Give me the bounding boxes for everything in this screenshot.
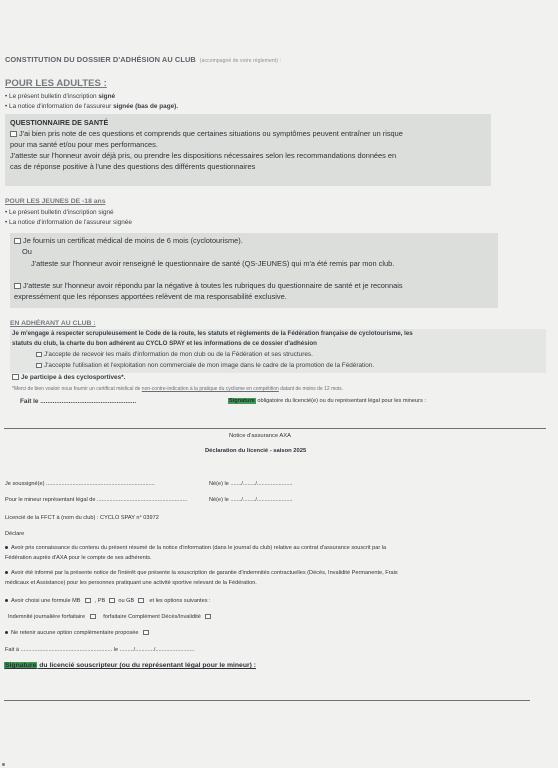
axa-club-line: Licencié de la FFCT à (nom du club) : CYCLO SPAY n° 03972 — [5, 515, 159, 521]
axa-notice-title: Notice d'assurance AXA — [229, 433, 292, 439]
bullet-icon — [5, 599, 8, 602]
axa-bullet-1-cont: Fédération auprès d'AXA pour le compte de ses adhérents. — [5, 555, 152, 561]
bullet-icon — [5, 546, 8, 549]
health-line-1: J'ai bien pris note de ces questions et comprends que certaines situations ou symptômes peuvent entraîner un risque — [10, 129, 403, 140]
health-questionnaire-title: QUESTIONNAIRE DE SANTÉ — [10, 118, 109, 127]
axa-declare-label: Déclare — [5, 531, 25, 537]
health-checkbox[interactable] — [10, 131, 17, 137]
adults-bullet-1: • Le présent bulletin d'inscription signé — [5, 93, 116, 100]
certificate-checkbox[interactable] — [14, 238, 21, 244]
mails-checkbox[interactable] — [36, 352, 42, 357]
membership-line-2: statuts du club, la charte du bon adhérent au CYCLO SPAY et les informations de ce dossier d'adhésion — [12, 340, 317, 347]
formula-mb-checkbox[interactable] — [85, 598, 91, 603]
health-line-3: J'atteste sur l'honneur avoir déjà pris, ou prendre les dispositions nécessaires selon les recommandations données en — [10, 151, 397, 160]
signature-highlight: Signature — [229, 398, 255, 404]
signature-highlight: Signature — [5, 662, 37, 669]
title-note: (accompagné de votre règlement) : — [199, 58, 281, 64]
youth-option-negative-2: expressément que les réponses apportées relèvent de ma responsabilité exclusive. — [14, 292, 287, 301]
youth-option-qs: J'atteste sur l'honneur avoir renseigné le questionnaire de santé (QS-JEUNES) qui m'a été remis par mon club. — [31, 259, 395, 268]
axa-birthdate-1[interactable]: Né(e) le ......./......../....................... — [209, 481, 293, 487]
membership-consent-image: J'accepte l'utilisation et l'exploitation non commerciale de mon image dans le cadre de la promotion de la Fédération. — [36, 362, 374, 369]
adults-heading: POUR LES ADULTES : — [5, 78, 107, 89]
no-option-checkbox[interactable] — [143, 630, 149, 635]
axa-no-option-line: Ne retenir aucune option complémentaire proposée — [5, 630, 151, 636]
indemnite-checkbox[interactable] — [90, 614, 96, 619]
health-line-2: pour ma santé et/ou pour mes performances. — [10, 140, 158, 149]
bullet-icon — [5, 631, 8, 634]
axa-declaration-title: Déclaration du licencié - saison 2025 — [205, 448, 307, 454]
membership-line-1: Je m'engage à respecter scrupuleusement le Code de la route, les statuts et règlements de la Fédération française de cyclotourisme, les — [12, 330, 413, 337]
axa-soussigne-field[interactable]: Je soussigné(e) ...................................................................... — [5, 481, 155, 487]
corner-mark — [2, 763, 5, 766]
youth-or-label: Ou — [22, 247, 32, 256]
axa-options-line: Indemnité journalière forfaitaire forfaitaire Complément Décès/Invalidité — [8, 614, 213, 620]
axa-minor-field[interactable]: Pour le mineur représentant légal de .......................................................... — [5, 497, 188, 503]
membership-date-field[interactable]: Fait le ...................................................... — [20, 398, 137, 405]
membership-signature-line: Signature obligatoire du licencié(e) ou du représentant légal pour les mineurs : — [229, 398, 426, 404]
adults-bullet-2: • La notice d'information de l'assureur signée (bas de page). — [5, 103, 179, 110]
axa-signature-line: Signature du licencié souscripteur (ou du représentant légal pour le mineur) : — [5, 662, 257, 669]
formula-gb-checkbox[interactable] — [138, 598, 144, 603]
formula-pb-checkbox[interactable] — [109, 598, 115, 603]
youth-option-certificate: Je fournis un certificat médical de moins de 6 mois (cyclotourisme). — [14, 236, 243, 247]
axa-formula-line: Avoir choisi une formule MB , PB ou GB et les options suivantes : — [5, 598, 211, 604]
axa-bullet-2: Avoir été informé par la présente notice de l'intérêt que présente la souscription de garantie d'indemnités contractuelles (Décès, Invalidité Permanente, Frais — [5, 570, 398, 576]
axa-birthdate-2[interactable]: Né(e) le ......./......../....................... — [209, 497, 293, 503]
title-text: CONSTITUTION DU DOSSIER D'ADHÉSION AU CLUB — [5, 55, 196, 64]
separator-line — [4, 428, 546, 429]
membership-cyclosportives: Je participe à des cyclosportives*. — [12, 374, 125, 381]
document-title — [5, 55, 281, 64]
youth-option-negative: J'atteste sur l'honneur avoir répondu par la négative à toutes les rubriques du questionnaire de santé et je reconnais — [14, 281, 403, 292]
axa-bullet-2-cont: médicaux et Assistance) pour les personnes pratiquant une activité sportive relevant de la Fédération. — [5, 580, 257, 586]
membership-heading: EN ADHÉRANT AU CLUB : — [10, 320, 96, 327]
cyclosportives-checkbox[interactable] — [12, 374, 19, 380]
image-checkbox[interactable] — [36, 363, 42, 368]
bottom-line — [4, 700, 530, 701]
youth-heading: POUR LES JEUNES DE -18 ans — [5, 198, 106, 205]
bullet-icon — [5, 571, 8, 574]
membership-consent-mails: J'accepte de recevoir les mails d'information de mon club ou de la Fédération et ses structures. — [36, 351, 313, 358]
axa-place-date-field[interactable]: Fait à ........................................................... le ........./............/......................... — [5, 647, 195, 653]
youth-bullet-1: • Le présent bulletin d'inscription signé — [5, 209, 114, 216]
youth-bullet-2: • La notice d'information de l'assureur signée — [5, 219, 132, 226]
health-line-4: cas de réponse positive à l'une des questions des différents questionnaires — [10, 162, 256, 171]
membership-certificate-note: *Merci de bien vouloir nous fournir un certificat médical de non-contre-indication à la pratique du cyclisme en compétition datant de moins de 12 mois. — [12, 386, 344, 392]
negative-checkbox[interactable] — [14, 283, 21, 289]
axa-bullet-1: Avoir pris connaissance du contenu du présent résumé de la notice d'information (dans le journal du club) relative au contrat d'assurance souscrit par la — [5, 545, 386, 551]
complement-checkbox[interactable] — [205, 614, 211, 619]
